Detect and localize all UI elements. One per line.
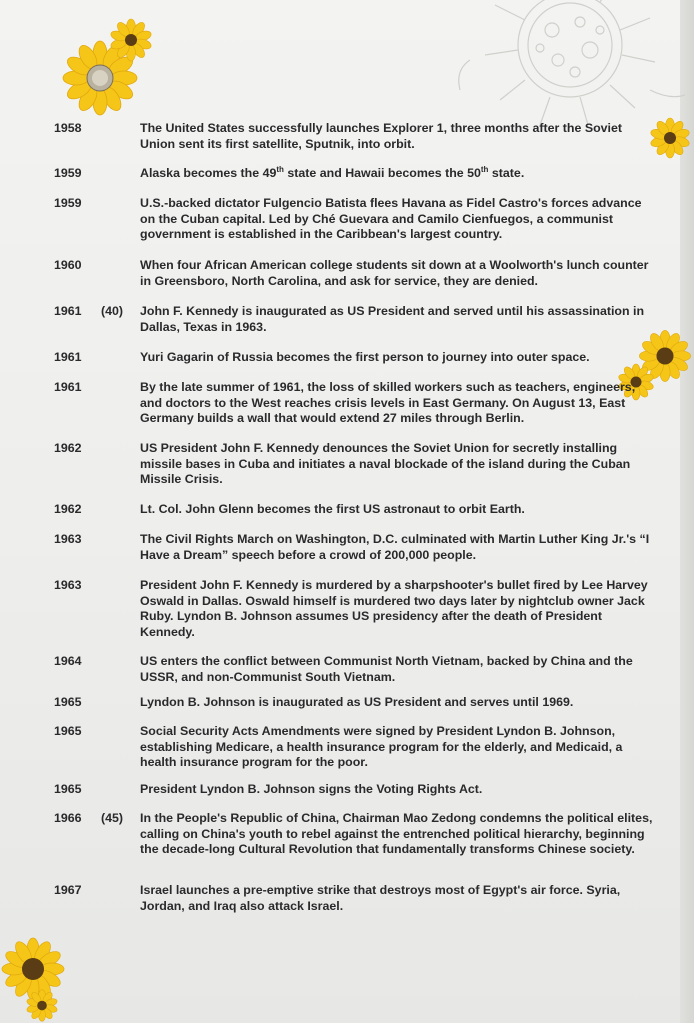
entry-text: Israel launches a pre-emptive strike that destroys most of Egypt's air force. Syria, Jordan, and Iraq also attack Israel. — [140, 883, 621, 913]
sun-sketch-icon — [440, 0, 694, 130]
entry-text: U.S.-backed dictator Fulgencio Batista flees Havana as Fidel Castro's forces advance on the Cuban capital. Led by Ché Guevara and Camilo Cienfuegos, a communist government is established in the Caribbean's largest country. — [140, 196, 642, 241]
entry-age: (45) — [101, 811, 124, 825]
entry-year: 1961 — [54, 350, 82, 364]
entry-year: 1965 — [54, 724, 82, 738]
entry-text: President Lyndon B. Johnson signs the Voting Rights Act. — [140, 782, 483, 796]
entry-year: 1965 — [54, 695, 82, 709]
entry-text: Lt. Col. John Glenn becomes the first US astronaut to orbit Earth. — [140, 502, 525, 516]
entry-text: US President John F. Kennedy denounces the Soviet Union for secretly installing missile bases in Cuba and initiates a naval blockade of the island during the Cuban Missile Crisis. — [140, 441, 631, 486]
entry-year: 1958 — [54, 121, 82, 135]
entry-year: 1960 — [54, 258, 82, 272]
entry-year: 1962 — [54, 441, 82, 455]
entry-text: Social Security Acts Amendments were signed by President Lyndon B. Johnson, establishing Medicare, a health insurance program for the elderly, and Medicaid, a health insurance program for the poor. — [140, 724, 623, 769]
entry-text: In the People's Republic of China, Chairman Mao Zedong condemns the political elites, calling on China's youth to rebel against the entrenched political hierarchy, beginning the decade-long Cultural Revolution that fundamentally transforms Chinese society. — [140, 811, 653, 856]
entry-text: When four African American college students sit down at a Woolworth's lunch counter in Greensboro, North Carolina, and ask for service, they are denied. — [140, 258, 649, 288]
entry-text: The United States successfully launches Explorer 1, three months after the Soviet Union sent its first satellite, Sputnik, into orbit. — [140, 121, 623, 151]
sunflower-icon — [22, 988, 62, 1023]
entry-year: 1961 — [54, 304, 82, 318]
entry-text: Yuri Gagarin of Russia becomes the first person to journey into outer space. — [140, 350, 590, 364]
entry-year: 1966 — [54, 811, 82, 825]
entry-year: 1967 — [54, 883, 82, 897]
entry-text: John F. Kennedy is inaugurated as US President and served until his assassination in Dallas, Texas in 1963. — [140, 304, 645, 334]
entry-year: 1959 — [54, 166, 82, 180]
entry-year: 1965 — [54, 782, 82, 796]
entry-age: (40) — [101, 304, 124, 318]
entry-year: 1961 — [54, 380, 82, 394]
entry-year: 1964 — [54, 654, 82, 668]
entry-text: US enters the conflict between Communist North Vietnam, backed by China and the USSR, and non-Communist South Vietnam. — [140, 654, 633, 684]
entry-year: 1962 — [54, 502, 82, 516]
entry-year: 1963 — [54, 578, 82, 592]
sunflower-icon — [108, 18, 154, 62]
entry-text: The Civil Rights March on Washington, D.C. culminated with Martin Luther King Jr.'s “I Have a Dream” speech before a crowd of 200,000 people. — [140, 532, 650, 562]
entry-text: Alaska becomes the 49th state and Hawaii becomes the 50th state. — [140, 164, 525, 180]
entry-year: 1963 — [54, 532, 82, 546]
entry-text: President John F. Kennedy is murdered by a sharpshooter's bullet fired by Lee Harvey Oswald in Dallas. Oswald himself is murdered two days later by nightclub owner Jack Ruby. Lyndon B. Johnson assumes US presidency after the death of President Kennedy. — [140, 578, 648, 639]
entry-year: 1959 — [54, 196, 82, 210]
entry-text: By the late summer of 1961, the loss of skilled workers such as teachers, engineers, and doctors to the West reaches crisis levels in East Germany. On August 13, East Germany builds a wall that would extend 27 miles through Berlin. — [140, 380, 636, 425]
entry-text: Lyndon B. Johnson is inaugurated as US President and serves until 1969. — [140, 695, 574, 709]
